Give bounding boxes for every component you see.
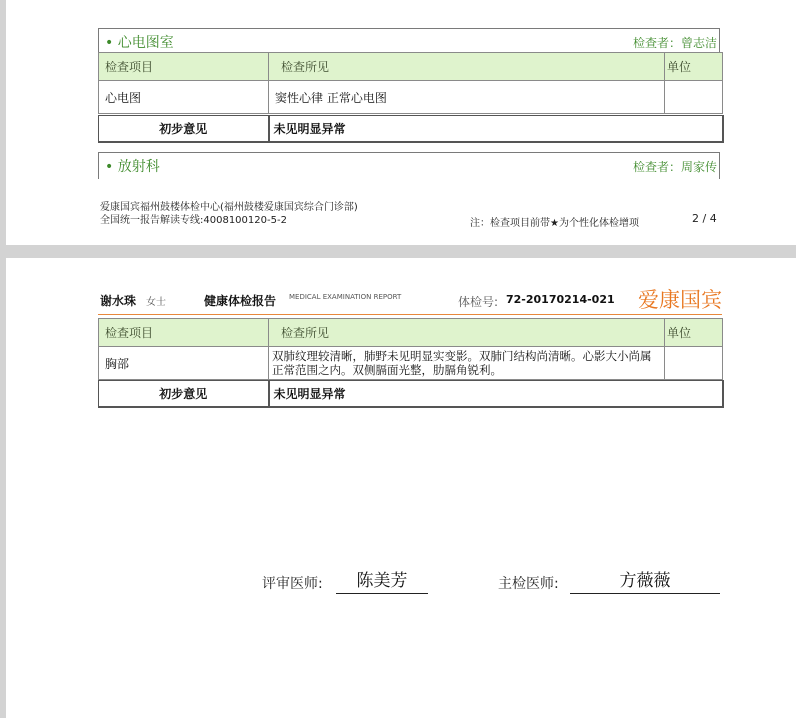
footer-address xyxy=(100,201,358,227)
section-checker: 检查者：周家传 xyxy=(632,160,717,174)
cell-unit xyxy=(665,81,723,114)
cell-findings: 双肺纹理较清晰，肺野未见明显实变影。双肺门结构尚清晰。心影大小尚属正常范围之内。双侧膈面光整，肋膈角锐利。 xyxy=(269,347,665,380)
section-title: • 心电图室 xyxy=(105,35,174,51)
col-header-findings: 检查所见 xyxy=(269,53,665,81)
table-row xyxy=(99,81,723,114)
chief-doctor-signature: 方薇薇 xyxy=(570,566,720,594)
ecg-table xyxy=(98,52,723,114)
col-header-unit: 单位 xyxy=(665,319,723,347)
footer-address-line1: 爱康国宾福州鼓楼体检中心(福州鼓楼爱康国宾综合门诊部) xyxy=(100,202,358,213)
chest-opinion xyxy=(98,380,724,408)
brand-logo: 爱康国宾 xyxy=(638,288,722,312)
chief-doctor-label: 主检医师: xyxy=(498,576,559,592)
cell-item: 胸部 xyxy=(99,347,269,380)
opinion-label: 初步意见 xyxy=(99,381,269,407)
chest-table xyxy=(98,318,723,380)
report-page-2 xyxy=(6,258,796,718)
radiology-section-header xyxy=(98,152,720,179)
col-header-item: 检查项目 xyxy=(99,53,269,81)
page-number: 2 / 4 xyxy=(692,212,717,225)
ecg-opinion xyxy=(98,115,724,143)
patient-name: 谢水珠 xyxy=(100,294,137,308)
section-checker: 检查者：曾志洁 xyxy=(632,36,717,50)
col-header-unit: 单位 xyxy=(665,53,723,81)
cell-findings: 窦性心律 正常心电图 xyxy=(269,81,665,114)
table-row xyxy=(99,347,723,380)
exam-id: 72-20170214-021 xyxy=(506,293,615,306)
reviewer-signature: 陈美芳 xyxy=(336,566,428,594)
reviewer-label: 评审医师: xyxy=(262,576,323,592)
report-header xyxy=(98,284,722,315)
section-title: • 放射科 xyxy=(105,159,160,175)
col-header-item: 检查项目 xyxy=(99,319,269,347)
report-page-1 xyxy=(6,0,796,245)
exam-id-label: 体检号: xyxy=(458,295,499,309)
col-header-findings: 检查所见 xyxy=(269,319,665,347)
opinion-value: 未见明显异常 xyxy=(269,381,723,407)
report-title: 健康体检报告 xyxy=(204,294,277,308)
table-header-row xyxy=(99,319,723,347)
opinion-label: 初步意见 xyxy=(99,116,269,142)
footer-address-line2: 全国统一报告解读专线:4008100120-5-2 xyxy=(100,215,287,226)
patient-gender: 女士 xyxy=(146,297,166,308)
ecg-section-header xyxy=(98,28,720,52)
table-header-row xyxy=(99,53,723,81)
footer-note: 注：检查项目前带★为个性化体检增项 xyxy=(470,218,639,229)
opinion-value: 未见明显异常 xyxy=(269,116,723,142)
cell-unit xyxy=(665,347,723,380)
report-title-en: MEDICAL EXAMINATION REPORT xyxy=(289,293,402,301)
cell-item: 心电图 xyxy=(99,81,269,114)
